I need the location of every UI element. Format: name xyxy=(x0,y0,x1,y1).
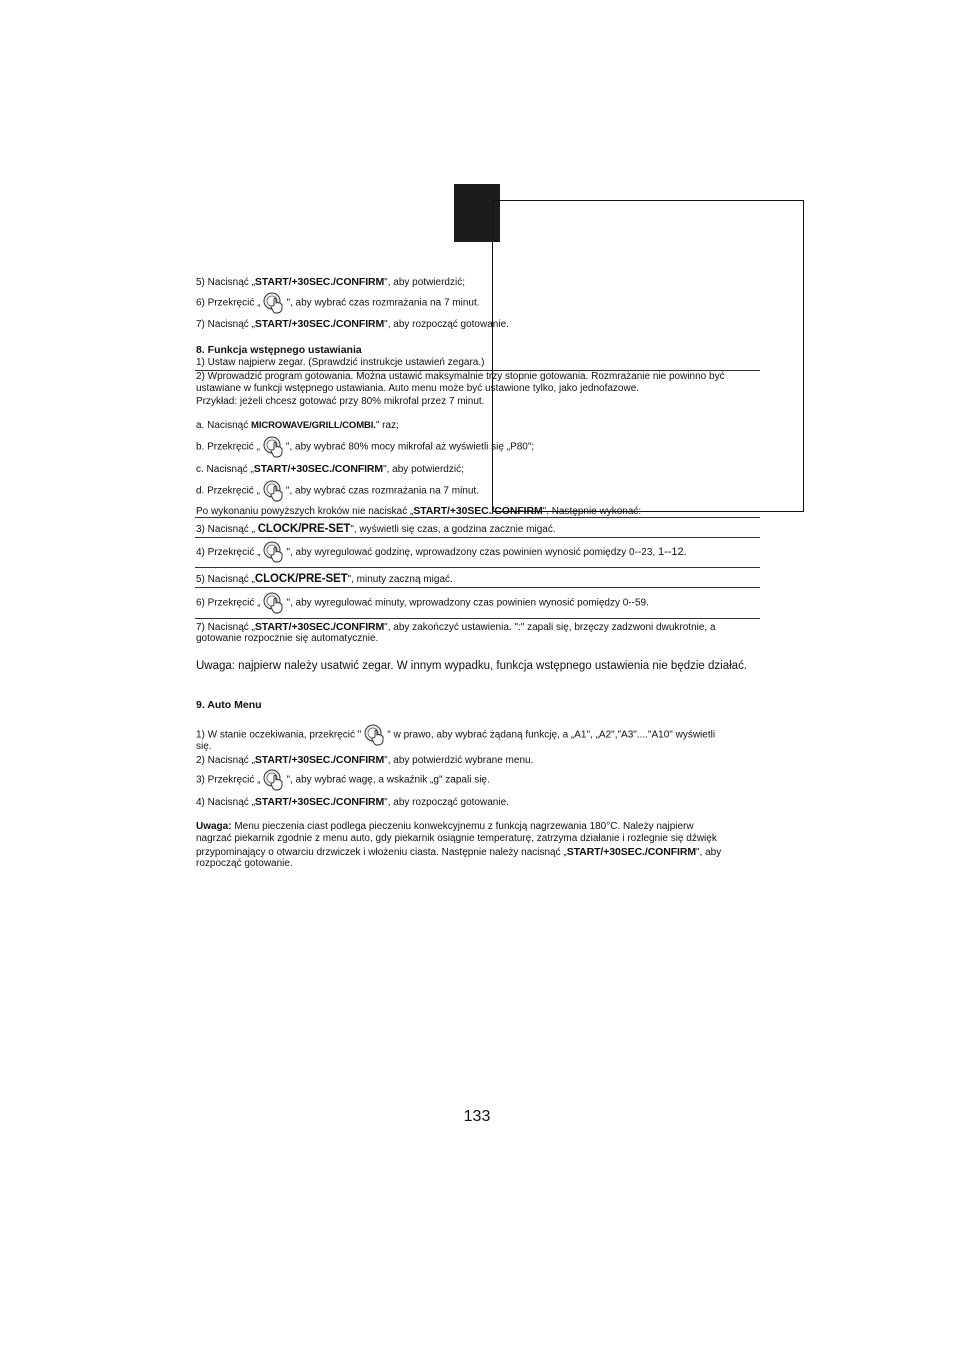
dial-knob-icon xyxy=(363,723,385,747)
divider xyxy=(195,537,760,538)
step-line: 3) Przekręcić „ ", aby wybrać wagę, a wskaźnik „g" zapali się. xyxy=(196,774,490,787)
note-text: Uwaga: najpierw należy usatwić zegar. W innym wypadku, funkcja wstępnego ustawienia nie będzie działać. xyxy=(196,660,748,672)
step-line: 2) Wprowadzić program gotowania. Można ustawić maksymalnie trzy stopnie gotowania. Rozmrażanie nie powinno być xyxy=(196,371,725,382)
step-line: się. xyxy=(196,741,212,752)
step-line: 7) Nacisnąć „START/+30SEC./CONFIRM", aby rozpocząć gotowanie. xyxy=(196,318,509,330)
step-line: 1) Ustaw najpierw zegar. (Sprawdzić instrukcje ustawień zegara.) xyxy=(196,357,485,368)
step-line: ustawiane w funkcji wstępnego ustawiania. Auto menu może być ustawione tylko, jako jednofazowe. xyxy=(196,383,640,394)
dial-knob-icon xyxy=(262,291,284,315)
dial-knob-icon xyxy=(262,768,284,792)
outline-frame xyxy=(492,200,804,512)
note-text: rozpocząć gotowanie. xyxy=(196,858,293,869)
note-text: przypominający o otwarciu drzwiczek i włożeniu ciasta. Następnie należy nacisnąć „START/+30SEC./CONFIRM", aby xyxy=(196,846,722,858)
note-text: nagrzać piekarnik zgodnie z menu auto, gdy piekarnik osiągnie temperaturę, zatrzyma działanie i rozlegnie się dźwięk xyxy=(196,833,717,844)
step-line: a. Nacisnąć MICROWAVE/GRILL/COMBI." raz; xyxy=(196,420,399,431)
step-line: 7) Nacisnąć „START/+30SEC./CONFIRM", aby zakończyć ustawienia. ":" zapali się, brzęczy zadzwoni dwukrotnie, a xyxy=(196,621,716,633)
section-heading: 8. Funkcja wstępnego ustawiania xyxy=(196,344,362,356)
dial-knob-icon xyxy=(262,479,284,503)
step-line: 4) Nacisnąć „START/+30SEC./CONFIRM", aby rozpocząć gotowanie. xyxy=(196,796,509,808)
step-line: b. Przekręcić „ ", aby wybrać 80% mocy mikrofal aż wyświetli się „P80"; xyxy=(196,441,534,454)
step-line: 5) Nacisnąć „START/+30SEC./CONFIRM", aby potwierdzić; xyxy=(196,276,465,288)
step-line: gotowanie rozpocznie się automatycznie. xyxy=(196,633,379,644)
section-heading: 9. Auto Menu xyxy=(196,699,262,711)
dial-knob-icon xyxy=(262,591,284,615)
step-line: 2) Nacisnąć „START/+30SEC./CONFIRM", aby potwierdzić wybrane menu. xyxy=(196,754,534,766)
divider xyxy=(195,587,760,588)
dial-knob-icon xyxy=(262,435,284,459)
step-line: c. Nacisnąć „START/+30SEC./CONFIRM", aby potwierdzić; xyxy=(196,463,464,475)
step-line: 6) Przekręcić „ ", aby wybrać czas rozmrażania na 7 minut. xyxy=(196,297,480,310)
divider xyxy=(195,618,760,619)
step-line: 4) Przekręcić „ ", aby wyregulować godzinę, wprowadzony czas powinien wynosić pomiędzy 0--23, 1--12. xyxy=(196,546,687,559)
page-number: 133 xyxy=(463,1108,491,1125)
note-text: Uwaga: Menu pieczenia ciast podlega pieczeniu konwekcyjnemu z funkcją nagrzewania 180°C. Należy najpierw xyxy=(196,821,694,832)
step-line: Po wykonaniu powyższych kroków nie naciskać „START/+30SEC./CONFIRM". Następnie wykonać: xyxy=(196,505,642,517)
step-line: 5) Nacisnąć „CLOCK/PRE-SET", minuty zaczną migać. xyxy=(196,573,453,585)
dial-knob-icon xyxy=(262,540,284,564)
divider xyxy=(195,517,760,518)
step-line: Przykład: jeżeli chcesz gotować przy 80% mikrofal przez 7 minut. xyxy=(196,396,485,407)
step-line: d. Przekręcić „ ", aby wybrać czas rozmrażania na 7 minut. xyxy=(196,485,479,498)
step-line: 1) W stanie oczekiwania, przekręcić " " w prawo, aby wybrać żądaną funkcję, a „A1", „A2","A3"...."A10" wyświetli xyxy=(196,729,715,742)
step-line: 6) Przekręcić „ ", aby wyregulować minuty, wprowadzony czas powinien wynosić pomiędzy 0--59. xyxy=(196,597,649,610)
step-line: 3) Nacisnąć „ CLOCK/PRE-SET", wyświetli się czas, a godzina zacznie migać. xyxy=(196,523,556,535)
divider xyxy=(195,567,760,568)
